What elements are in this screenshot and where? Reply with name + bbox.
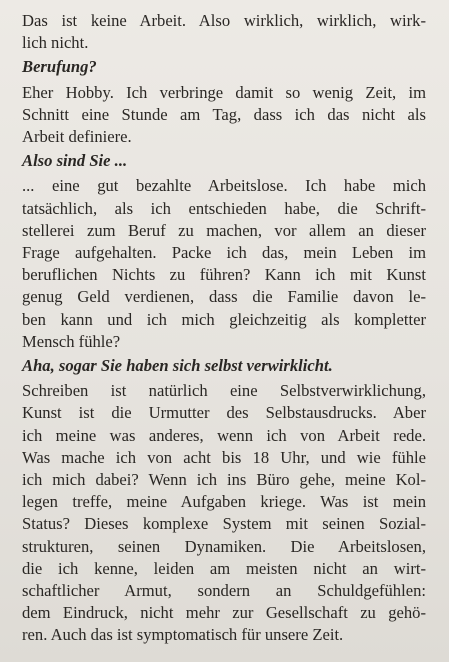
answer-paragraph-2: [22, 82, 426, 149]
interview-question-3: [22, 355, 426, 377]
text-line: Frage aufgehalten. Packe ich das, mein Leben im: [22, 243, 426, 263]
text-line: Eher Hobby. Ich verbringe damit so wenig Zeit, im: [22, 82, 426, 102]
text-line: ... eine gut bezahlte Arbeitslose. Ich habe mich: [22, 176, 426, 196]
text-line: genug Geld verdienen, dass die Familie davon le-: [22, 287, 426, 307]
question-line: Berufung?: [22, 57, 97, 77]
text-line: tatsächlich, als ich entschieden habe, die Schrift-: [22, 198, 426, 218]
text-line: ich mich dabei? Wenn ich ins Büro gehe, meine Kol-: [22, 470, 426, 490]
text-line: strukturen, seinen Dynamiken. Die Arbeitslosen,: [22, 536, 426, 556]
text-line: Mensch fühle?: [22, 331, 121, 351]
text-line: legen treffe, meine Aufgaben kriege. Was ist mein: [22, 492, 426, 512]
answer-paragraph-1: [22, 10, 426, 54]
text-line: Das ist keine Arbeit. Also wirklich, wirklich, wirk-: [22, 11, 426, 30]
text-line: schaftlicher Armut, sondern an Schuldgefühlen:: [22, 581, 426, 601]
text-line: dem Eindruck, nicht mehr zur Gesellschaft zu gehö-: [22, 603, 426, 623]
text-line: ben kann und ich mich gleichzeitig als kompletter: [22, 309, 426, 329]
text-line: stellerei zum Beruf zu machen, vor allem an dieser: [22, 220, 426, 240]
text-line: Was mache ich von acht bis 18 Uhr, und wie fühle: [22, 447, 426, 467]
interview-text-column: [22, 10, 426, 649]
text-line: Kunst ist die Urmutter des Selbstausdrucks. Aber: [22, 403, 426, 423]
text-line: lich nicht.: [22, 33, 89, 53]
interview-question-1: [22, 56, 426, 78]
interview-question-2: [22, 150, 426, 172]
text-line: Arbeit definiere.: [22, 127, 132, 147]
answer-paragraph-3: [22, 175, 426, 353]
text-line: ren. Auch das ist symptomatisch für unsere Zeit.: [22, 625, 344, 645]
text-line: beruflichen Nichts zu führen? Kann ich mit Kunst: [22, 265, 426, 285]
text-line: Schnitt eine Stunde am Tag, dass ich das nicht als: [22, 104, 426, 124]
answer-paragraph-4: [22, 380, 426, 646]
text-line: ich meine was anderes, wenn ich von Arbeit rede.: [22, 425, 426, 445]
text-line: Status? Dieses komplexe System mit seinen Sozial-: [22, 514, 426, 534]
text-line: die ich kenne, leiden am meisten nicht an wirt-: [22, 558, 426, 578]
question-line: Aha, sogar Sie haben sich selbst verwirklicht.: [22, 356, 333, 376]
question-line: Also sind Sie ...: [22, 151, 128, 171]
text-line: Schreiben ist natürlich eine Selbstverwirklichung,: [22, 381, 426, 401]
